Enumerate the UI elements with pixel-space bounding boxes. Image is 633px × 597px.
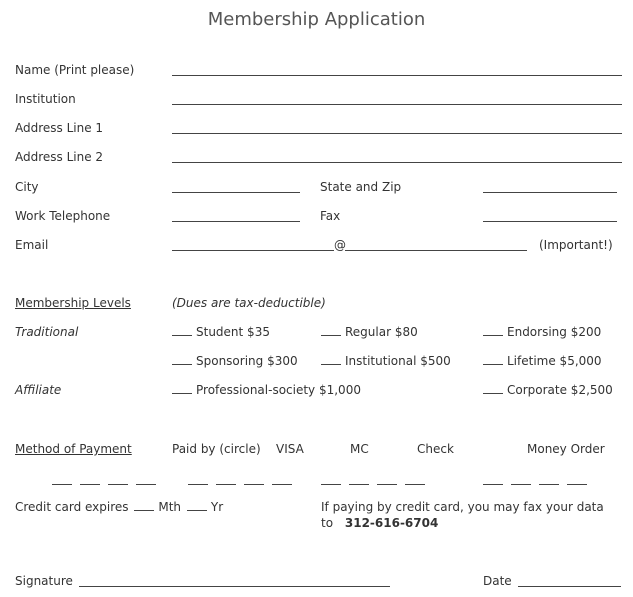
fax-to-label: to	[321, 516, 334, 530]
fax-label: Fax	[320, 209, 341, 223]
traditional-label: Traditional	[15, 325, 79, 339]
mc-option[interactable]: MC	[350, 442, 369, 456]
student-label: Student $35	[196, 325, 270, 339]
sponsoring-checkbox[interactable]	[172, 354, 192, 365]
card-number-blank[interactable]	[321, 484, 341, 485]
card-number-blank[interactable]	[52, 484, 72, 485]
sponsoring-label: Sponsoring $300	[196, 354, 298, 368]
email-important-note: (Important!)	[539, 238, 613, 252]
regular-checkbox[interactable]	[321, 325, 341, 336]
card-number-blank[interactable]	[483, 484, 503, 485]
cc-year-field[interactable]	[187, 500, 207, 511]
card-number-blank[interactable]	[405, 484, 425, 485]
institutional-checkbox[interactable]	[321, 354, 341, 365]
email-user-field[interactable]	[172, 250, 334, 251]
card-number-blank[interactable]	[272, 484, 292, 485]
paid-by-label: Paid by (circle)	[172, 442, 261, 456]
institutional-option[interactable]	[321, 354, 451, 368]
work-phone-field[interactable]	[172, 221, 300, 222]
email-at-sign: @	[334, 238, 346, 252]
name-field[interactable]	[172, 75, 622, 76]
institutional-label: Institutional $500	[345, 354, 451, 368]
card-number-blank[interactable]	[216, 484, 236, 485]
card-number-blank[interactable]	[539, 484, 559, 485]
fax-to	[321, 516, 438, 530]
sponsoring-option[interactable]	[172, 354, 298, 368]
dues-note: (Dues are tax-deductible)	[172, 296, 326, 310]
lifetime-option[interactable]	[483, 354, 602, 368]
endorsing-option[interactable]	[483, 325, 601, 339]
regular-option[interactable]	[321, 325, 418, 339]
corporate-label: Corporate $2,500	[507, 383, 613, 397]
cc-expires	[15, 500, 223, 514]
fax-number: 312-616-6704	[344, 516, 439, 530]
membership-levels-heading: Membership Levels	[15, 296, 131, 310]
institution-field[interactable]	[172, 104, 622, 105]
visa-option[interactable]: VISA	[276, 442, 304, 456]
signature-label: Signature	[15, 574, 73, 588]
card-number-blank[interactable]	[349, 484, 369, 485]
card-number-blank[interactable]	[567, 484, 587, 485]
regular-label: Regular $80	[345, 325, 418, 339]
form-title: Membership Application	[207, 9, 426, 30]
address1-label: Address Line 1	[15, 121, 104, 135]
institution-label: Institution	[15, 92, 76, 106]
address2-label: Address Line 2	[15, 150, 104, 164]
professional-option[interactable]	[172, 383, 361, 397]
fax-note: If paying by credit card, you may fax your data	[321, 500, 604, 514]
fax-field[interactable]	[483, 221, 617, 222]
name-label: Name (Print please)	[15, 63, 135, 77]
card-number-blank[interactable]	[136, 484, 156, 485]
professional-checkbox[interactable]	[172, 383, 192, 394]
lifetime-checkbox[interactable]	[483, 354, 503, 365]
state-zip-label: State and Zip	[320, 180, 402, 194]
professional-label: Professional-society $1,000	[196, 383, 361, 397]
work-phone-label: Work Telephone	[15, 209, 111, 223]
city-label: City	[15, 180, 39, 194]
address1-field[interactable]	[172, 133, 622, 134]
payment-heading: Method of Payment	[15, 442, 132, 456]
corporate-checkbox[interactable]	[483, 383, 503, 394]
student-option[interactable]	[172, 325, 270, 339]
check-option[interactable]: Check	[417, 442, 454, 456]
cc-expires-label: Credit card expires	[15, 500, 129, 514]
endorsing-label: Endorsing $200	[507, 325, 602, 339]
card-number-blank[interactable]	[511, 484, 531, 485]
email-label: Email	[15, 238, 49, 252]
date-label: Date	[483, 574, 512, 588]
signature-field[interactable]	[79, 586, 390, 587]
address2-field[interactable]	[172, 162, 622, 163]
date-field[interactable]	[518, 586, 621, 587]
card-number-blank[interactable]	[377, 484, 397, 485]
lifetime-label: Lifetime $5,000	[507, 354, 602, 368]
cc-year-label: Yr	[210, 500, 224, 514]
student-checkbox[interactable]	[172, 325, 192, 336]
cc-month-label: Mth	[158, 500, 182, 514]
corporate-option[interactable]	[483, 383, 613, 397]
affiliate-label: Affiliate	[15, 383, 62, 397]
endorsing-checkbox[interactable]	[483, 325, 503, 336]
state-zip-field[interactable]	[483, 192, 617, 193]
cc-month-field[interactable]	[134, 500, 154, 511]
city-field[interactable]	[172, 192, 300, 193]
card-number-blank[interactable]	[108, 484, 128, 485]
card-number-blank[interactable]	[244, 484, 264, 485]
card-number-blank[interactable]	[80, 484, 100, 485]
card-number-blank[interactable]	[188, 484, 208, 485]
email-domain-field[interactable]	[345, 250, 527, 251]
money-order-option[interactable]: Money Order	[527, 442, 605, 456]
